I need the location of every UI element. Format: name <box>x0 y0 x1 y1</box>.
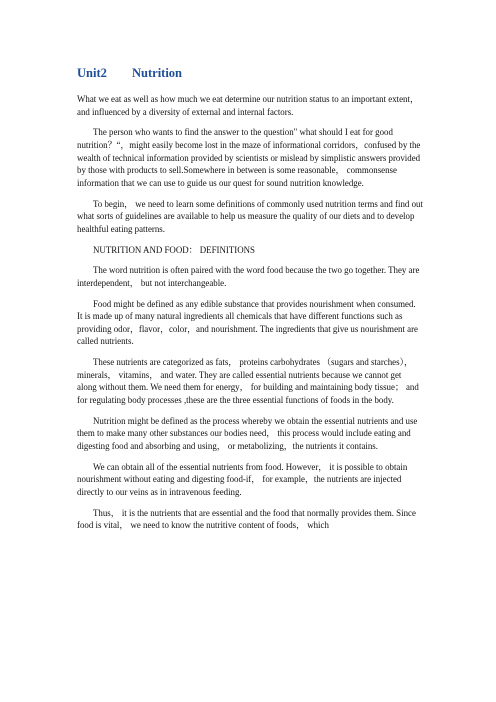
unit-title: Nutrition <box>132 66 182 80</box>
paragraph-nutrients: These nutrients are categorized as fats， proteins carbohydrates （sugars and starches）， minerals， vitamins， and water. They are called essential nutrients because we cannot get along without them. We need them for energy， for building and maintaining body tissue； and for regulating body processes ,these are the three essential functions of foods in the body. <box>77 357 419 405</box>
paragraph-begin: To begin， we need to learn some definitions of commonly used nutrition terms and find out what sorts of guidelines are available to help us measure the quality of our diets and to develop healthful eating patterns. <box>77 198 423 234</box>
paragraph-intro: What we eat as well as how much we eat determine our nutrition status to an important extent， and influenced by a diversity of external and internal factors. <box>77 94 419 117</box>
paragraph-food-definition: Food might be defined as any edible substance that provides nourishment when consumed. It is made up of many natural ingredients all chemicals that have different functions such as providing odor，flavor，color，and nourishment. The ingredients that give us nourishment are called nutrients. <box>77 298 418 347</box>
unit-number: Unit2 <box>77 66 107 80</box>
paragraph-obtain-nutrients: We can obtain all of the essential nutrients from food. However， it is possible to obtain nourishment without eating and digesting food-if， for example，the nutrients are injected directly to our veins as in intravenous feeding. <box>77 461 408 497</box>
document-page <box>77 66 423 540</box>
paragraph-question: The person who wants to find the answer to the question" what should I eat for good nutrition？“，might easily become lost in the maze of informational corridors，confused by the wealth of technical information provided by scientists or mislead by simplistic answers provided by those with products to sell.Somewhere in between is some reasonable， commonsense information that we can use to guide us our quest for sound nutrition knowledge. <box>77 127 421 188</box>
paragraph-nutrition-definition: Nutrition might be defined as the process whereby we obtain the essential nutrients and use them to make many other substances our bodies need， this process would include eating and digesting food and absorbing and using， or metabolizing，the nutrients it contains. <box>77 415 418 451</box>
paragraph-nutrition-food: The word nutrition is often paired with the word food because the two go together. They are interdependent， but not interchangeable. <box>77 265 420 288</box>
paragraph-thus: Thus， it is the nutrients that are essential and the food that normally provides them. Since food is vital， we need to know the nutritive content of foods， which <box>77 507 416 531</box>
page-title <box>77 66 423 81</box>
section-heading: NUTRITION AND FOOD： DEFINITIONS <box>93 244 255 255</box>
